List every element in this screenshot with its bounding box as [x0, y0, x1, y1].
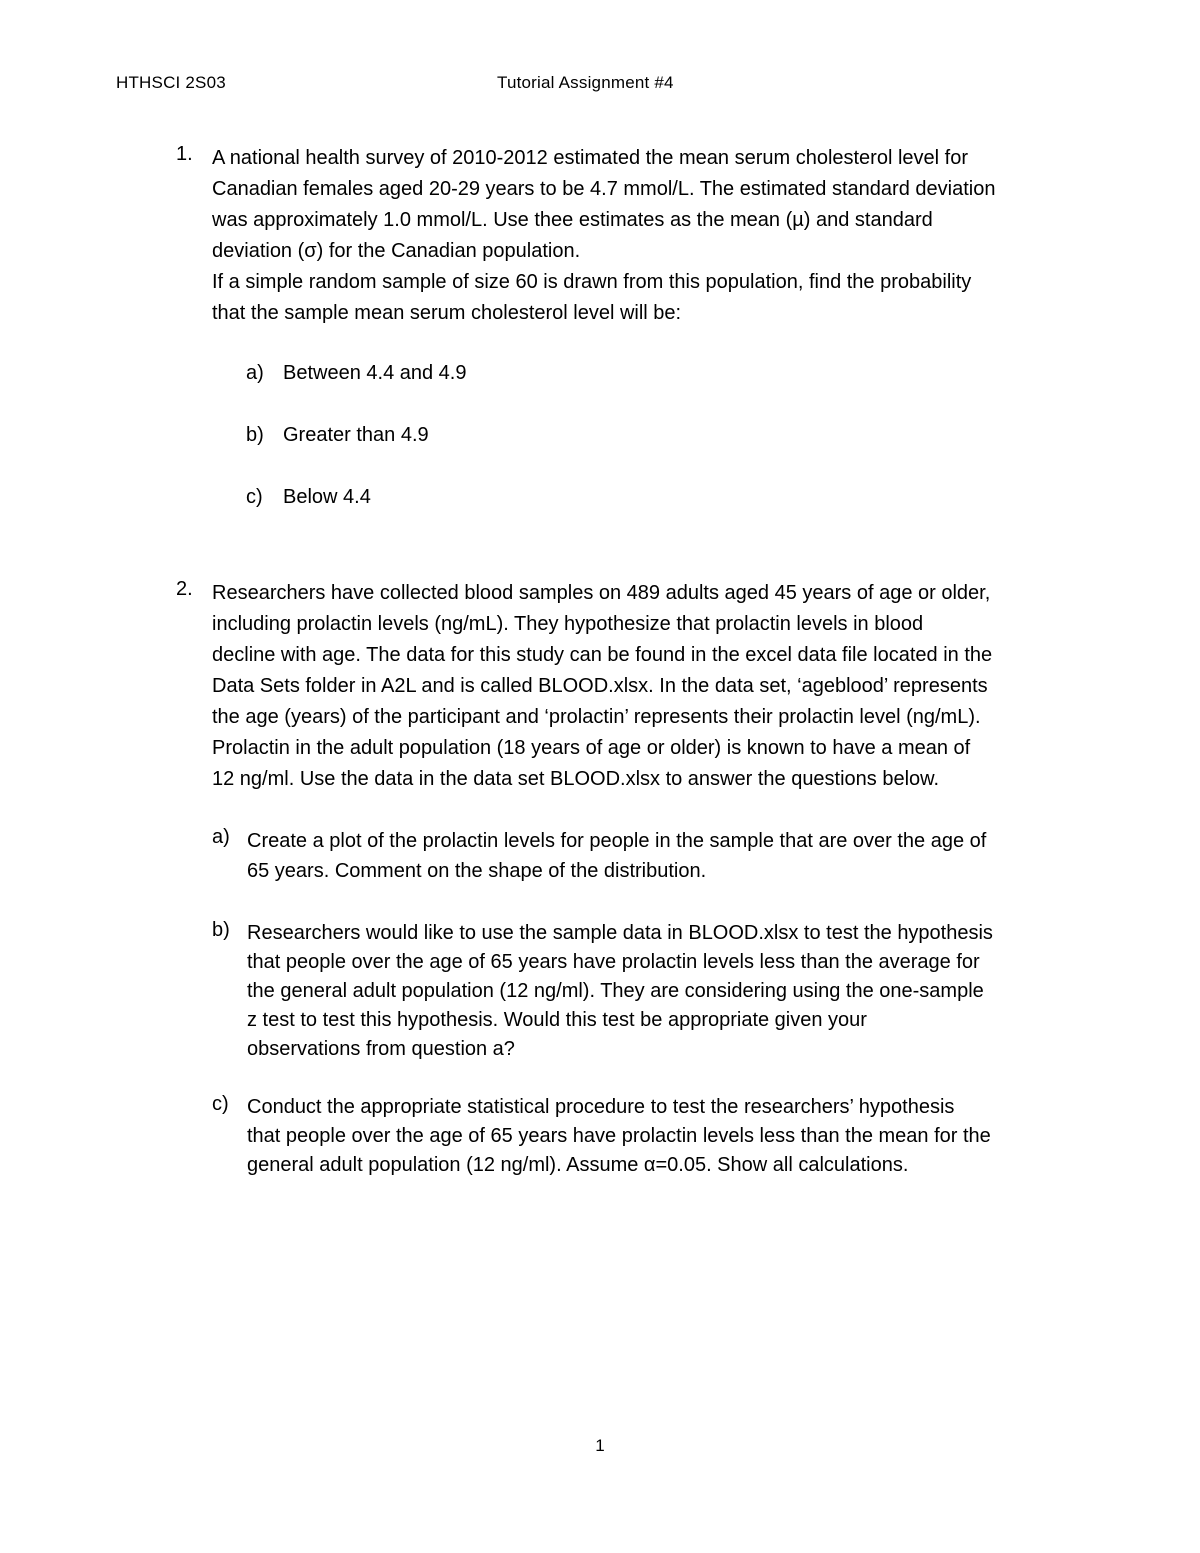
- question-2-line: Prolactin in the adult population (18 years of age or older) is known to have a mean of: [212, 737, 971, 759]
- question-1-text: [212, 143, 1072, 329]
- question-2-line: Researchers have collected blood samples on 489 adults aged 45 years of age or older,: [212, 582, 991, 604]
- part-line: the general adult population (12 ng/ml). They are considering using the one-sample: [247, 980, 984, 1002]
- question-1-number: 1.: [176, 143, 193, 165]
- part-text: Below 4.4: [283, 486, 371, 508]
- question-1-line: was approximately 1.0 mmol/L. Use thee estimates as the mean (µ) and standard: [212, 209, 933, 231]
- question-1-line: Canadian females aged 20-29 years to be 4.7 mmol/L. The estimated standard deviation: [212, 178, 996, 200]
- document-title: Tutorial Assignment #4: [497, 73, 674, 92]
- part-text: [247, 826, 986, 886]
- question-2-number: 2.: [176, 578, 193, 600]
- question-2-line: 12 ng/ml. Use the data in the data set BLOOD.xlsx to answer the questions below.: [212, 768, 940, 790]
- part-text: Greater than 4.9: [283, 424, 429, 446]
- part-line: Create a plot of the prolactin levels for people in the sample that are over the age of: [247, 830, 987, 852]
- part-line: Conduct the appropriate statistical procedure to test the researchers’ hypothesis: [247, 1096, 955, 1118]
- part-letter: b): [212, 919, 230, 941]
- question-2-line: Data Sets folder in A2L and is called BLOOD.xlsx. In the data set, ‘ageblood’ represents: [212, 675, 988, 697]
- part-line: 65 years. Comment on the shape of the distribution.: [247, 860, 707, 882]
- part-line: Researchers would like to use the sample data in BLOOD.xlsx to test the hypothesis: [247, 922, 993, 944]
- page-number: 1: [595, 1436, 605, 1455]
- part-text: Between 4.4 and 4.9: [283, 362, 467, 384]
- course-code: HTHSCI 2S03: [116, 73, 226, 92]
- question-2-line: the age (years) of the participant and ‘prolactin’ represents their prolactin level (ng/mL).: [212, 706, 981, 728]
- question-2-line: including prolactin levels (ng/mL). They hypothesize that prolactin levels in blood: [212, 613, 924, 635]
- part-letter: c): [246, 486, 263, 508]
- part-line: general adult population (12 ng/ml). Assume α=0.05. Show all calculations.: [247, 1154, 909, 1176]
- part-line: z test to test this hypothesis. Would this test be appropriate given your: [247, 1009, 867, 1031]
- question-1-line: A national health survey of 2010-2012 estimated the mean serum cholesterol level for: [212, 147, 968, 169]
- question-1-line: that the sample mean serum cholesterol level will be:: [212, 302, 682, 324]
- part-letter: c): [212, 1093, 229, 1115]
- question-2-text: [212, 578, 1072, 795]
- part-text: [247, 1093, 991, 1180]
- question-2-line: decline with age. The data for this study can be found in the excel data file located in the: [212, 644, 993, 666]
- part-line: observations from question a?: [247, 1038, 515, 1060]
- part-letter: a): [212, 826, 230, 848]
- question-1-line: deviation (σ) for the Canadian population.: [212, 240, 581, 262]
- part-line: that people over the age of 65 years have prolactin levels less than the mean for the: [247, 1125, 991, 1147]
- question-1-line: If a simple random sample of size 60 is drawn from this population, find the probability: [212, 271, 972, 293]
- part-text: [247, 919, 993, 1064]
- part-line: that people over the age of 65 years have prolactin levels less than the average for: [247, 951, 980, 973]
- part-letter: b): [246, 424, 264, 446]
- part-letter: a): [246, 362, 264, 384]
